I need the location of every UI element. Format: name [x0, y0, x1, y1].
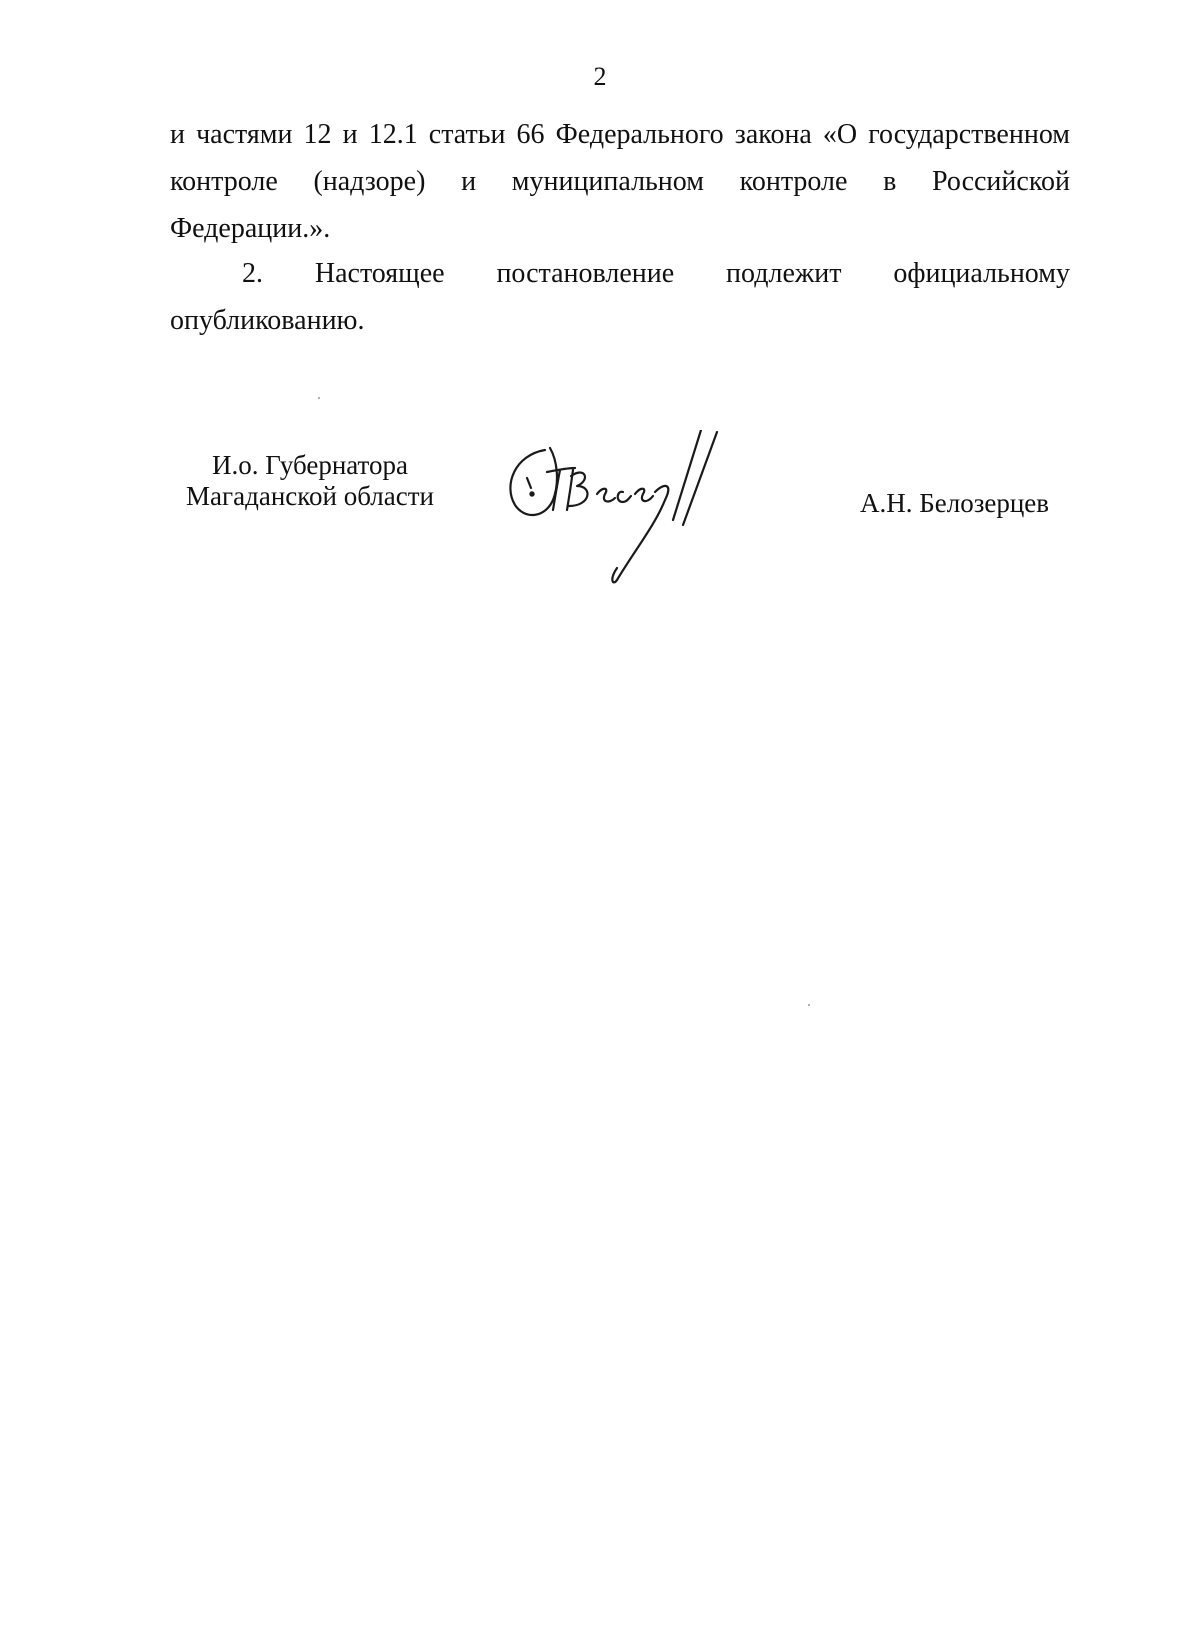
body-line-2: контроле (надзоре) и муниципальном контроле в Российской	[170, 166, 1070, 197]
signatory-position-line-2: Магаданской области	[186, 481, 434, 511]
scan-speck	[318, 397, 320, 399]
signatory-position-line-1: И.о. Губернатора	[211, 450, 408, 480]
signatory-position	[150, 450, 470, 512]
body-line-1: и частями 12 и 12.1 статьи 66 Федерального закона «О государственном	[170, 119, 1070, 150]
handwritten-signature	[505, 430, 765, 590]
signatory-name: А.Н. Белозерцев	[860, 488, 1050, 518]
scan-speck	[808, 1004, 810, 1006]
body-line-5: опубликованию.	[170, 305, 365, 336]
page-number: 2	[593, 62, 607, 91]
body-line-4: 2. Настоящее постановление подлежит официальному	[242, 258, 1070, 289]
body-line-3: Федерации.».	[170, 213, 331, 244]
